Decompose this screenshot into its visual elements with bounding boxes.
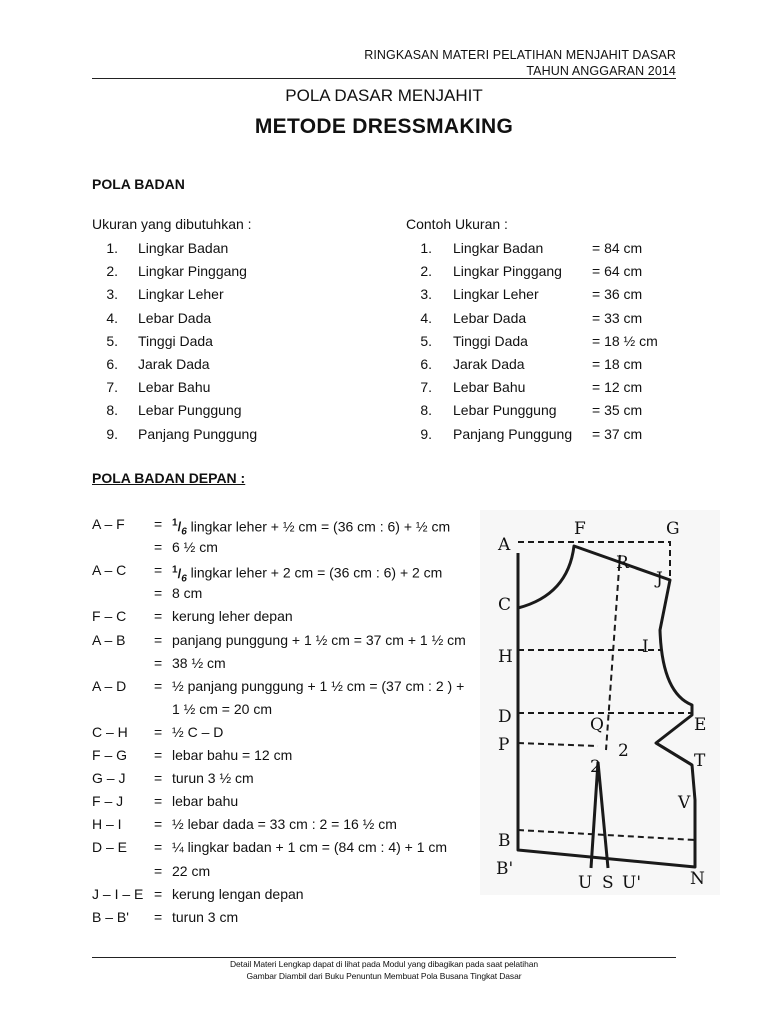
section-heading-pola-badan-depan: POLA BADAN DEPAN :	[92, 470, 246, 486]
measurement-number: 6.	[106, 356, 118, 372]
formula-text: 22 cm	[172, 862, 211, 879]
diagram-label-b-prime: B'	[496, 859, 514, 879]
formula-value	[172, 885, 304, 903]
footer-line-1: Detail Materi Lengkap dapat di lihat pada Modul yang dibagikan pada saat pelatihan	[230, 959, 538, 969]
formula-equals: =	[154, 516, 163, 532]
measurement-value: = 35 cm	[592, 402, 643, 419]
measurement-name: Lingkar Badan	[138, 240, 229, 256]
diagram-label-n: N	[690, 869, 705, 889]
header-line-1: RINGKASAN MATERI PELATIHAN MENJAHIT DASAR	[364, 48, 676, 62]
diagram-label-p: P	[498, 735, 510, 755]
formula-text: 6 ½ cm	[172, 539, 218, 556]
measurement-number: 7.	[420, 379, 432, 396]
formula-equals: =	[154, 816, 163, 833]
header-line-2: TAHUN ANGGARAN 2014	[526, 64, 676, 78]
formula-value	[172, 908, 238, 926]
formula-equals: =	[154, 585, 163, 602]
formula-equals: =	[154, 562, 163, 579]
formula-value	[172, 607, 293, 625]
measurement-number: 2.	[420, 263, 432, 280]
measurement-name: Panjang Punggung	[138, 425, 258, 442]
formula-key: B – B'	[92, 908, 129, 925]
measurement-name: Lebar Bahu	[138, 379, 211, 396]
formula-key: H – I	[92, 816, 122, 833]
formula-value	[172, 677, 464, 695]
diagram-label-s: S	[602, 873, 614, 893]
formula-text: turun 3 ½ cm	[172, 770, 254, 787]
measurement-name: Lingkar Leher	[453, 286, 539, 303]
formula-value	[172, 561, 442, 588]
formula-value	[172, 769, 254, 787]
section-heading-pola-badan: POLA BADAN	[92, 176, 185, 192]
formula-text: lebar bahu	[172, 793, 239, 810]
formula-text: 38 ½ cm	[172, 654, 226, 671]
formula-equals: =	[154, 747, 163, 763]
formula-text: lebar bahu = 12 cm	[172, 747, 293, 763]
measurement-name: Lebar Punggung	[453, 402, 557, 419]
diagram-label-r: R	[616, 553, 629, 573]
formula-value	[172, 723, 223, 741]
formula-equals: =	[154, 770, 163, 787]
measurement-value: = 84 cm	[592, 240, 643, 256]
document-subtitle: POLA DASAR MENJAHIT	[285, 86, 483, 105]
diagram-label-2a: 2	[618, 741, 629, 761]
formula-equals: =	[154, 654, 163, 671]
measurement-name: Lingkar Pinggang	[453, 263, 562, 280]
measurement-number: 5.	[420, 332, 432, 349]
diagram-label-2b: 2	[590, 757, 601, 777]
diagram-label-c: C	[498, 595, 512, 615]
measurement-number: 9.	[106, 425, 118, 442]
formula-equals: =	[154, 885, 163, 902]
formula-text: kerung leher depan	[172, 608, 293, 625]
diagram-label-f: F	[574, 519, 586, 539]
formula-text: turun 3 cm	[172, 908, 239, 925]
diagram-label-t: T	[694, 751, 706, 771]
diagram-label-d: D	[498, 707, 512, 727]
diagram-label-j: J	[656, 569, 663, 589]
measurement-name: Panjang Punggung	[453, 425, 573, 442]
diagram-label-a: A	[498, 535, 511, 555]
formula-value	[172, 654, 226, 672]
formula-text: lingkar leher + 2 cm = (36 cm : 6) + 2 cm	[186, 564, 443, 581]
measurement-value: = 18 ½ cm	[592, 332, 658, 349]
measurement-value: = 18 cm	[592, 356, 643, 372]
fraction: $^1/_6$	[172, 518, 187, 538]
formula-text: ½ panjang punggung + 1 ½ cm = (37 cm : 2 ) +	[172, 677, 465, 694]
formula-key: A – B	[92, 631, 126, 648]
formula-value	[172, 815, 397, 833]
footer-line-2: Gambar Diambil dari Buku Penuntun Membuat Pola Busana Tingkat Dasar	[246, 971, 522, 981]
formula-key: F – C	[92, 608, 127, 625]
formula-equals: =	[154, 723, 163, 740]
formula-text: lingkar leher + ½ cm = (36 cm : 6) + ½ cm	[186, 518, 451, 535]
measurement-number: 2.	[106, 263, 118, 280]
measurement-name: Tinggi Dada	[453, 332, 528, 349]
measurement-name: Jarak Dada	[138, 356, 210, 372]
formula-key: J – I – E	[92, 885, 144, 902]
formula-value	[172, 538, 218, 556]
fraction: $^1/_6$	[172, 564, 187, 585]
measurement-name: Jarak Dada	[453, 356, 525, 372]
formula-text: panjang punggung + 1 ½ cm = 37 cm + 1 ½ cm	[172, 631, 466, 648]
diagram-label-u-prime: U'	[622, 873, 642, 893]
required-measurements-label: Ukuran yang dibutuhkan :	[92, 216, 252, 232]
formula-value	[172, 700, 272, 718]
formula-value	[172, 746, 292, 764]
formula-equals: =	[154, 862, 163, 879]
measurement-value: = 33 cm	[592, 309, 643, 326]
formula-equals: =	[154, 608, 163, 625]
diagram-label-h: H	[498, 647, 513, 667]
formula-value	[172, 584, 202, 602]
document-title: METODE DRESSMAKING	[254, 115, 514, 138]
diagram-label-q: Q	[590, 715, 604, 735]
formula-equals: =	[154, 908, 163, 925]
formula-equals: =	[154, 839, 163, 856]
example-measurements-label: Contoh Ukuran :	[406, 216, 508, 232]
formula-text: 1 ½ cm = 20 cm	[172, 700, 272, 717]
formula-key: F – G	[92, 747, 128, 763]
measurement-value: = 36 cm	[592, 286, 643, 303]
measurement-number: 3.	[106, 286, 118, 303]
measurement-name: Lebar Dada	[138, 309, 212, 326]
measurement-value: = 37 cm	[592, 425, 643, 442]
measurement-name: Lebar Dada	[453, 309, 527, 326]
formula-key: F – J	[92, 793, 124, 810]
measurement-name: Lebar Bahu	[453, 379, 526, 396]
formula-key: A – D	[92, 677, 127, 694]
formula-key: A – C	[92, 562, 127, 579]
formula-key: A – F	[92, 516, 125, 532]
formula-text: kerung lengan depan	[172, 885, 304, 902]
header-divider	[92, 78, 676, 79]
measurement-value: = 12 cm	[592, 379, 643, 396]
formula-equals: =	[154, 539, 163, 556]
formula-equals: =	[154, 631, 163, 648]
front-bodice-pattern-diagram	[480, 510, 720, 895]
measurement-number: 4.	[420, 309, 432, 326]
formula-text: ½ C – D	[172, 723, 224, 740]
diagram-label-u: U	[578, 873, 593, 893]
measurement-number: 7.	[106, 379, 118, 396]
diagram-label-e: E	[694, 715, 707, 735]
footer-divider	[92, 957, 676, 958]
measurement-name: Lebar Punggung	[138, 402, 242, 419]
formula-text: ¼ lingkar badan + 1 cm = (84 cm : 4) + 1 cm	[172, 839, 448, 856]
measurement-number: 9.	[420, 425, 432, 442]
formula-value	[172, 862, 210, 880]
formula-equals: =	[154, 677, 163, 694]
formula-text: 8 cm	[172, 585, 203, 602]
measurement-name: Lingkar Leher	[138, 286, 224, 303]
measurement-number: 6.	[420, 356, 432, 372]
measurement-number: 8.	[420, 402, 432, 419]
measurement-number: 1.	[106, 240, 118, 256]
diagram-label-v: V	[678, 793, 691, 813]
formula-value	[172, 631, 466, 649]
formula-text: ½ lebar dada = 33 cm : 2 = 16 ½ cm	[172, 816, 397, 833]
diagram-label-g: G	[666, 519, 680, 539]
diagram-label-b: B	[498, 831, 511, 851]
formula-equals: =	[154, 793, 163, 810]
measurement-number: 1.	[420, 240, 432, 256]
measurement-name: Lingkar Badan	[453, 240, 544, 256]
measurement-name: Lingkar Pinggang	[138, 263, 247, 280]
formula-key: D – E	[92, 839, 128, 856]
measurement-name: Tinggi Dada	[138, 332, 213, 349]
formula-value	[172, 792, 238, 810]
measurement-number: 5.	[106, 332, 118, 349]
measurement-number: 8.	[106, 402, 118, 419]
formula-key: C – H	[92, 723, 128, 740]
formula-value	[172, 838, 447, 856]
diagram-label-i: I	[642, 637, 649, 657]
measurement-value: = 64 cm	[592, 263, 643, 280]
measurement-number: 3.	[420, 286, 432, 303]
measurement-number: 4.	[106, 309, 118, 326]
formula-key: G – J	[92, 770, 126, 787]
